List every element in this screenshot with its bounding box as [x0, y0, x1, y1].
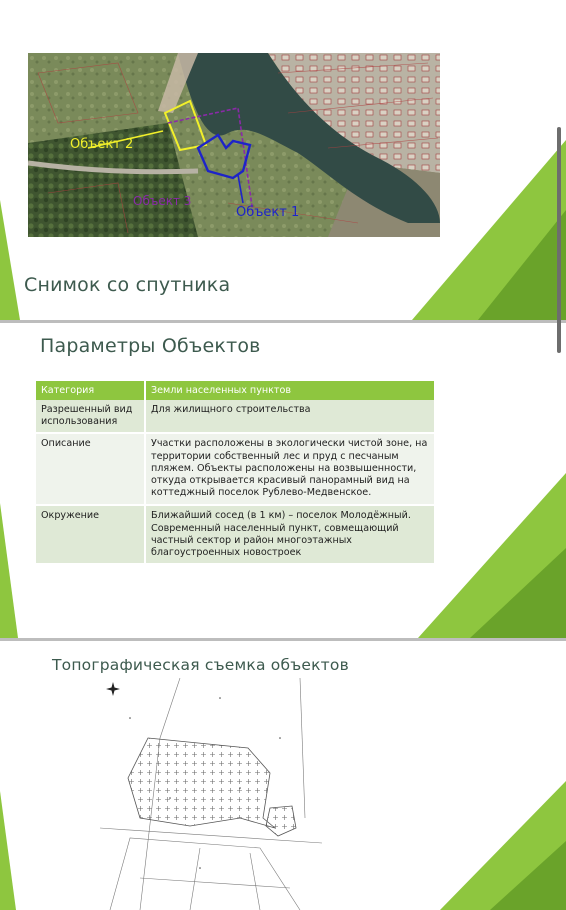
- table-cell-label: Разрешенный вид использования: [36, 400, 145, 433]
- table-row: [36, 505, 435, 564]
- table-header-cell: Земли населенных пунктов: [145, 381, 435, 400]
- label-object-1: Объект 1: [236, 205, 300, 220]
- watermark-logo: ⌂ ONREALT: [392, 20, 501, 40]
- table-header-row: [36, 381, 435, 400]
- slide-title-satellite: Снимок со спутника: [24, 274, 231, 296]
- parameters-table: [36, 381, 436, 565]
- slide-title-topography: Топографическая съемка объектов: [52, 656, 349, 674]
- table-cell-label: Окружение: [36, 505, 145, 564]
- table-header-cell: Категория: [36, 381, 145, 400]
- slide-title-parameters: Параметры Объектов: [40, 335, 261, 357]
- topographic-survey-image: [100, 678, 322, 910]
- table-cell-value: Для жилищного строительства: [145, 400, 435, 433]
- scrollbar-thumb[interactable]: [557, 127, 561, 353]
- compass-icon: [106, 681, 120, 695]
- watermark-subtitle: REAL ESTATE: [430, 40, 487, 48]
- table-cell-value: Участки расположены в экологически чистой зоне, на территории собственный лес и пруд с песчаным пляжем. Объекты расположены на возвышенности, откуда открывается красивый панорамный вид на коттеджный поселок Рублево-Медвенское.: [145, 433, 435, 505]
- satellite-image: [28, 53, 440, 237]
- table-row: [36, 433, 435, 505]
- label-object-2: Объект 2: [70, 137, 134, 152]
- table-cell-label: Описание: [36, 433, 145, 505]
- table-row: [36, 400, 435, 433]
- table-cell-value: Ближайший сосед (в 1 км) – поселок Молодёжный. Современный населенный пункт, совмещающий частный сектор и район многоэтажных благоустроенных новостроек: [145, 505, 435, 564]
- slide-satellite: [0, 0, 566, 320]
- label-object-3: Объект 3: [133, 194, 192, 208]
